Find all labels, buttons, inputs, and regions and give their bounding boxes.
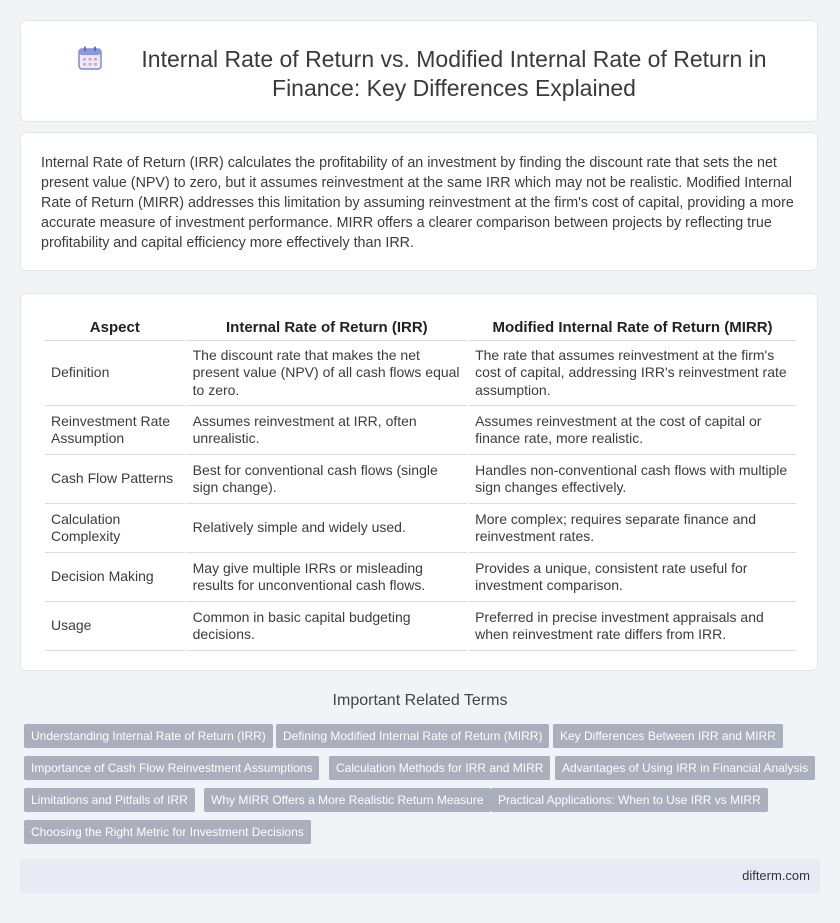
related-term-tag[interactable]: Defining Modified Internal Rate of Return (MIRR) [276, 724, 549, 748]
table-row [45, 553, 796, 602]
cell-aspect: Reinvestment Rate Assumption [45, 406, 185, 455]
cell-mirr: Provides a unique, consistent rate useful for investment comparison. [469, 553, 796, 602]
related-term-tag[interactable]: Choosing the Right Metric for Investment Decisions [24, 820, 311, 844]
cell-aspect: Cash Flow Patterns [45, 455, 185, 504]
calendar-icon [77, 45, 103, 71]
site-name[interactable]: difterm.com [742, 868, 810, 883]
title-card [20, 20, 818, 122]
related-term-tag[interactable]: Why MIRR Offers a More Realistic Return Measure [204, 788, 491, 812]
table-row [45, 406, 796, 455]
cell-irr: Relatively simple and widely used. [187, 504, 467, 553]
cell-irr: Common in basic capital budgeting decisions. [187, 602, 467, 651]
table-row [45, 602, 796, 651]
cell-aspect: Calculation Complexity [45, 504, 185, 553]
related-term-tag[interactable]: Importance of Cash Flow Reinvestment Assumptions [24, 756, 319, 780]
intro-card [20, 132, 818, 271]
cell-irr: Assumes reinvestment at IRR, often unrealistic. [187, 406, 467, 455]
related-term-tag[interactable]: Practical Applications: When to Use IRR vs MIRR [491, 788, 768, 812]
related-term-tag[interactable]: Key Differences Between IRR and MIRR [553, 724, 783, 748]
header-irr: Internal Rate of Return (IRR) [187, 316, 467, 341]
header-aspect: Aspect [45, 316, 185, 341]
cell-aspect: Usage [45, 602, 185, 651]
comparison-table [43, 316, 798, 651]
related-term-tag[interactable]: Limitations and Pitfalls of IRR [24, 788, 195, 812]
footer [20, 859, 820, 893]
page-title: Internal Rate of Return vs. Modified Internal Rate of Return in Finance: Key Differences Explained [141, 46, 767, 101]
cell-mirr: The rate that assumes reinvestment at the firm's cost of capital, addressing IRR's reinvestment rate assumption. [469, 341, 796, 406]
table-header-row [45, 316, 796, 341]
related-terms-heading: Important Related Terms [332, 692, 508, 709]
cell-mirr: Handles non-conventional cash flows with multiple sign changes effectively. [469, 455, 796, 504]
cell-irr: May give multiple IRRs or misleading results for unconventional cash flows. [187, 553, 467, 602]
related-term-tag[interactable]: Advantages of Using IRR in Financial Analysis [555, 756, 815, 780]
header-mirr: Modified Internal Rate of Return (MIRR) [469, 316, 796, 341]
cell-irr: Best for conventional cash flows (single sign change). [187, 455, 467, 504]
intro-paragraph: Internal Rate of Return (IRR) calculates the profitability of an investment by finding the discount rate that sets the net present value (NPV) to zero, but it assumes reinvestment at the same IRR which may not be realistic. Modified Internal Rate of Return (MIRR) addresses this limitation by assuming reinvestment at the firm's cost of capital, providing a more accurate measure of investment performance. MIRR offers a clearer comparison between projects by reflecting true profitability and capital efficiency more effectively than IRR. [41, 155, 794, 251]
table-row [45, 504, 796, 553]
table-row [45, 341, 796, 406]
cell-aspect: Decision Making [45, 553, 185, 602]
cell-aspect: Definition [45, 341, 185, 406]
table-row [45, 455, 796, 504]
cell-mirr: More complex; requires separate finance and reinvestment rates. [469, 504, 796, 553]
cell-mirr: Assumes reinvestment at the cost of capital or finance rate, more realistic. [469, 406, 796, 455]
comparison-table-card [20, 293, 818, 671]
related-term-tag[interactable]: Calculation Methods for IRR and MIRR [329, 756, 550, 780]
cell-mirr: Preferred in precise investment appraisals and when reinvestment rate differs from IRR. [469, 602, 796, 651]
related-term-tag[interactable]: Understanding Internal Rate of Return (IRR) [24, 724, 273, 748]
cell-irr: The discount rate that makes the net present value (NPV) of all cash flows equal to zero. [187, 341, 467, 406]
